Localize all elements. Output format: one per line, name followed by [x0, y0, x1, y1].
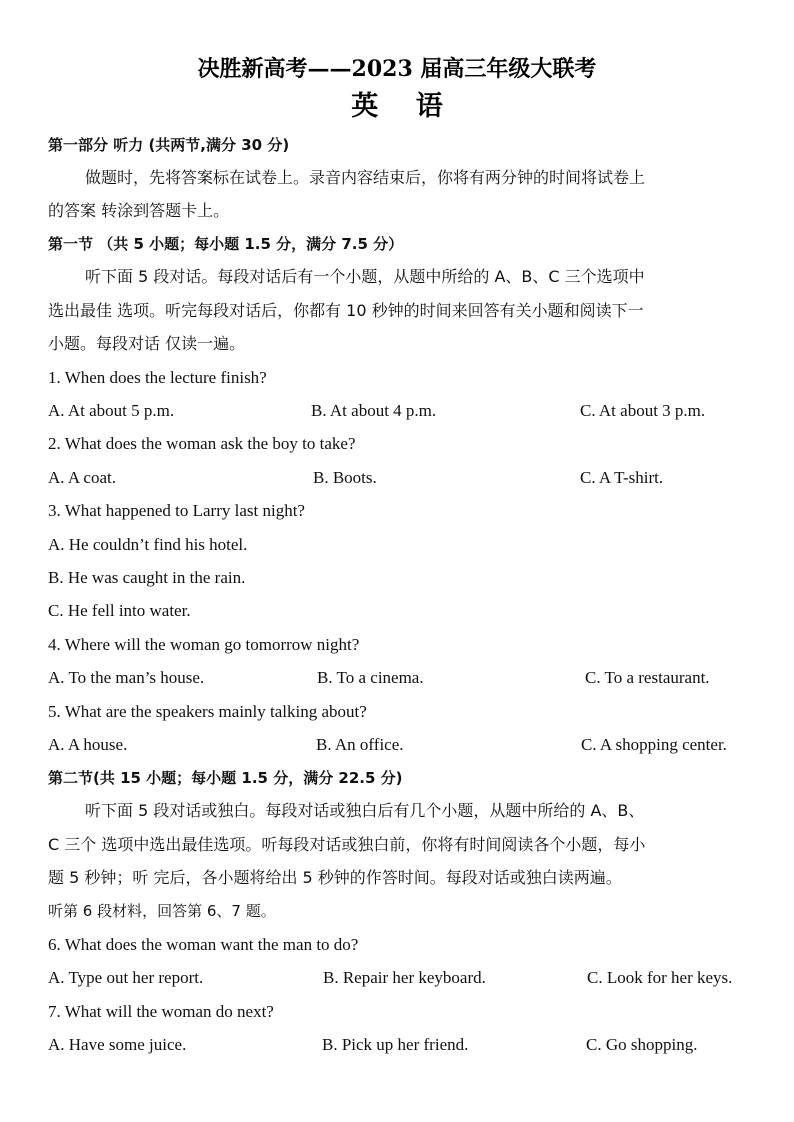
section2-instruction-line1: 听下面 5 段对话或独白。每段对话或独白后有几个小题，从题中所给的 A、B、 [85, 801, 645, 820]
option-a: A. A coat. [48, 468, 116, 487]
option-c: C. To a restaurant. [585, 668, 710, 687]
question-stem: 2. What does the woman ask the boy to take? [48, 434, 356, 453]
option-b: B. At about 4 p.m. [311, 401, 437, 420]
material-note: 听第 6 段材料，回答第 6、7 题。 [48, 902, 276, 920]
option-b: B. To a cinema. [317, 668, 424, 687]
section1-instruction-line3: 小题。每段对话 仅读一遍。 [48, 334, 246, 353]
part1-instruction-line2: 的答案 转涂到答题卡上。 [48, 201, 230, 220]
option-a: A. A house. [48, 735, 128, 754]
option-c: C. Look for her keys. [587, 968, 733, 987]
option-c: C. A T-shirt. [580, 468, 664, 487]
option-b: B. An office. [316, 735, 404, 754]
option-c: C. Go shopping. [586, 1035, 698, 1054]
section2-heading: 第二节(共 15 小题；每小题 1.5 分，满分 22.5 分) [48, 769, 403, 787]
question-stem: 5. What are the speakers mainly talking about? [48, 702, 367, 721]
option-c: C. At about 3 p.m. [580, 401, 706, 420]
part1-instruction-line1: 做题时，先将答案标在试卷上。录音内容结束后，你将有两分钟的时间将试卷上 [85, 168, 646, 187]
option-a: A. To the man’s house. [48, 668, 205, 687]
option-a: A. At about 5 p.m. [48, 401, 175, 420]
question-stem: 7. What will the woman do next? [48, 1002, 274, 1021]
section1-heading: 第一节 （共 5 小题；每小题 1.5 分，满分 7.5 分） [48, 235, 404, 253]
option-b: B. Boots. [313, 468, 377, 487]
exam-title: 决胜新高考——2023 届高三年级大联考 [197, 56, 597, 82]
option-b: B. Pick up her friend. [322, 1035, 469, 1054]
question-stem: 3. What happened to Larry last night? [48, 501, 305, 520]
question-stem: 4. Where will the woman go tomorrow night? [48, 635, 360, 654]
part1-heading: 第一部分 听力 (共两节,满分 30 分) [48, 136, 290, 154]
option-b: B. He was caught in the rain. [48, 568, 246, 587]
option-c: C. A shopping center. [581, 735, 727, 754]
section2-instruction-line2: C 三个 选项中选出最佳选项。听每段对话或独白前，你将有时间阅读各个小题，每小 [48, 835, 646, 854]
question-stem: 6. What does the woman want the man to do? [48, 935, 359, 954]
option-a: A. Have some juice. [48, 1035, 187, 1054]
option-a: A. He couldn’t find his hotel. [48, 535, 248, 554]
subject-title: 英 语 [351, 91, 457, 122]
option-c: C. He fell into water. [48, 601, 191, 620]
section2-instruction-line3: 题 5 秒钟；听 完后，各小题将给出 5 秒钟的作答时间。每段对话或独白读两遍。 [48, 868, 622, 887]
option-a: A. Type out her report. [48, 968, 204, 987]
section1-instruction-line1: 听下面 5 段对话。每段对话后有一个小题，从题中所给的 A、B、C 三个选项中 [85, 267, 645, 286]
option-b: B. Repair her keyboard. [323, 968, 486, 987]
section1-instruction-line2: 选出最佳 选项。听完每段对话后，你都有 10 秒钟的时间来回答有关小题和阅读下一 [48, 301, 644, 320]
question-stem: 1. When does the lecture finish? [48, 368, 267, 387]
